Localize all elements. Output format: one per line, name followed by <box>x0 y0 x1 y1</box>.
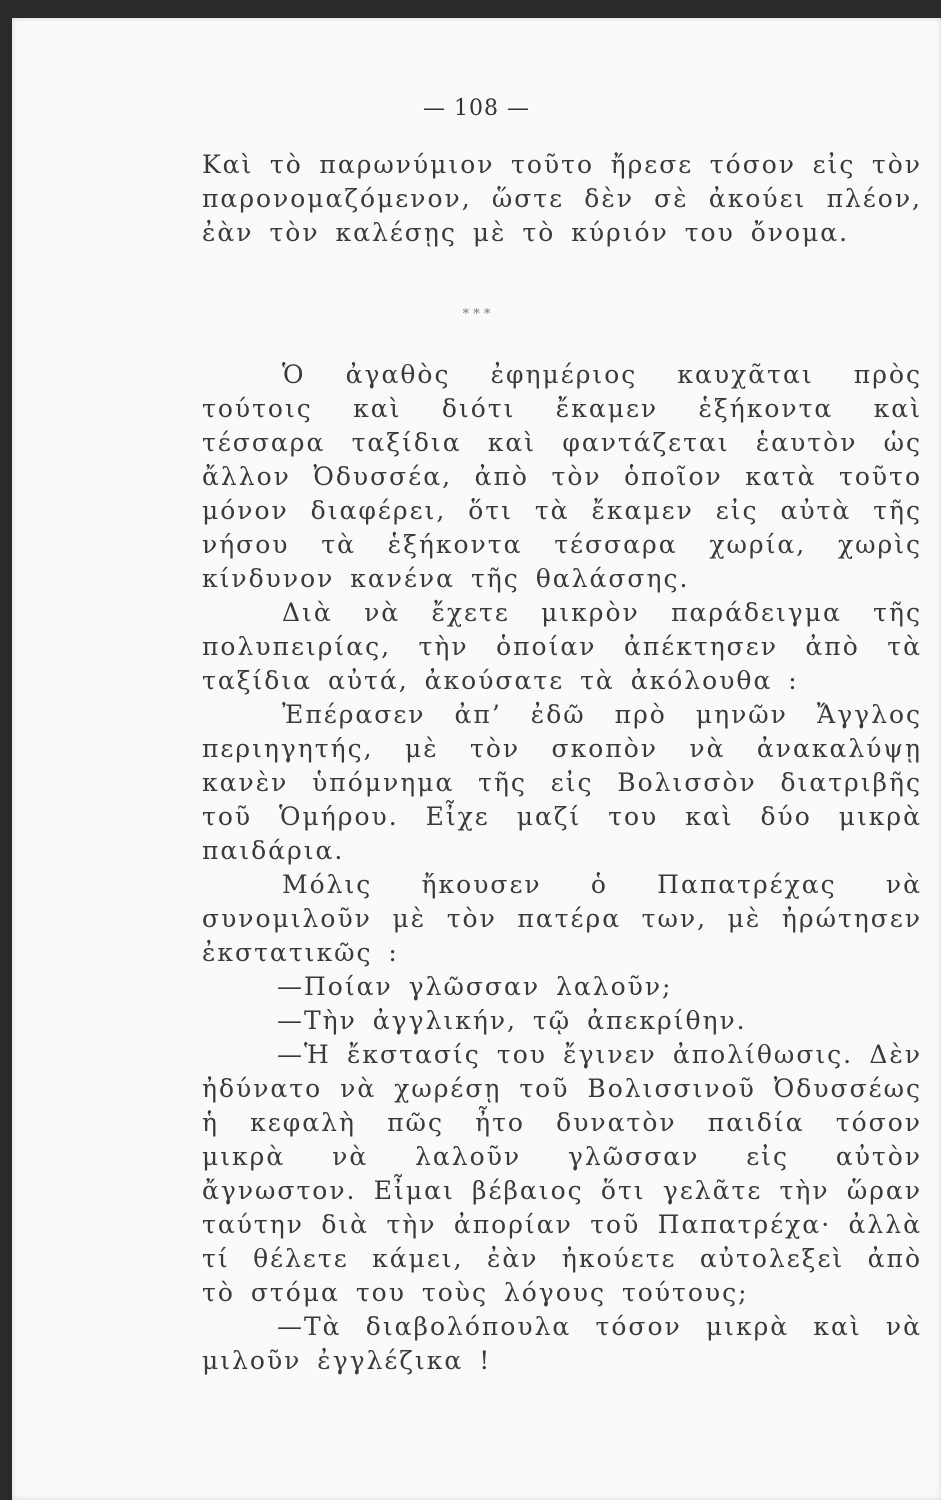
dialogue-line: —Τὴν ἀγγλικήν, τῷ ἀπεκρίθην. <box>277 1006 747 1035</box>
body-text <box>202 358 922 1378</box>
section-separator: * * * <box>462 307 491 322</box>
paragraph: Ἐπέρασεν ἀπ’ ἐδῶ πρὸ μηνῶν Ἄγγλος περιηγητής, μὲ τὸν σκοπὸν νὰ ἀνακαλύψῃ κανὲν ὑπόμνημα τῆς εἰς Βολισσὸν διατριβῆς τοῦ Ὁμήρου. Εἶχε μαζί του καὶ δύο μικρὰ παιδάρια. <box>202 700 922 865</box>
paragraph: Ὁ ἀγαθὸς ἐφημέριος καυχᾶται πρὸς τούτοις καὶ διότι ἔκαμεν ἑξήκοντα καὶ τέσσαρα ταξίδια καὶ φαντάζεται ἑαυτὸν ὡς ἄλλον Ὀδυσσέα, ἀπὸ τὸν ὁποῖον κατὰ τοῦτο μόνον διαφέρει, ὅτι τὰ ἔκαμεν εἰς αὐτὰ τῆς νήσου τὰ ἑξήκοντα τέσσαρα χωρία, χωρὶς κίνδυνον κανένα τῆς θαλάσσης. <box>202 360 922 593</box>
page-number: — 108 — <box>423 96 530 121</box>
dialogue-line: —Ποίαν γλῶσσαν λαλοῦν; <box>277 972 673 1001</box>
intro-paragraph: Καὶ τὸ παρωνύμιον τοῦτο ἤρεσε τόσον εἰς τὸν παρονομαζόμενον, ὥστε δὲν σὲ ἀκούει πλέον, ἐὰν τὸν καλέσῃς μὲ τὸ κύριόν του ὄνομα. <box>202 150 922 247</box>
paragraph: Διὰ νὰ ἔχετε μικρὸν παράδειγμα τῆς πολυπειρίας, τὴν ὁποίαν ἀπέκτησεν ἀπὸ τὰ ταξίδια αὐτά, ἀκούσατε τὰ ἀκόλουθα : <box>202 598 922 695</box>
book-page <box>12 18 941 1500</box>
dialogue-line: —Τὰ διαβολόπουλα τόσον μικρὰ καὶ νὰ μιλοῦν ἐγγλέζικα ! <box>202 1312 922 1375</box>
dialogue-line: —Ἡ ἔκστασίς του ἔγινεν ἀπολίθωσις. Δὲν ἠδύνατο νὰ χωρέσῃ τοῦ Βολισσινοῦ Ὀδυσσέως ἡ κεφαλὴ πῶς ἦτο δυνατὸν παιδία τόσον μικρὰ νὰ λαλοῦν γλῶσσαν εἰς αὐτὸν ἄγνωστον. Εἶμαι βέβαιος ὅτι γελᾶτε τὴν ὥραν ταύτην διὰ τὴν ἀπορίαν τοῦ Παπατρέχα· ἀλλὰ τί θέλετε κάμει, ἐὰν ἠκούετε αὐτολεξεὶ ἀπὸ τὸ στόμα του τοὺς λόγους τούτους; <box>202 1040 922 1307</box>
paragraph: Μόλις ἤκουσεν ὁ Παπατρέχας νὰ συνομιλοῦν μὲ τὸν πατέρα των, μὲ ἠρώτησεν ἐκστατικῶς : <box>202 870 922 967</box>
